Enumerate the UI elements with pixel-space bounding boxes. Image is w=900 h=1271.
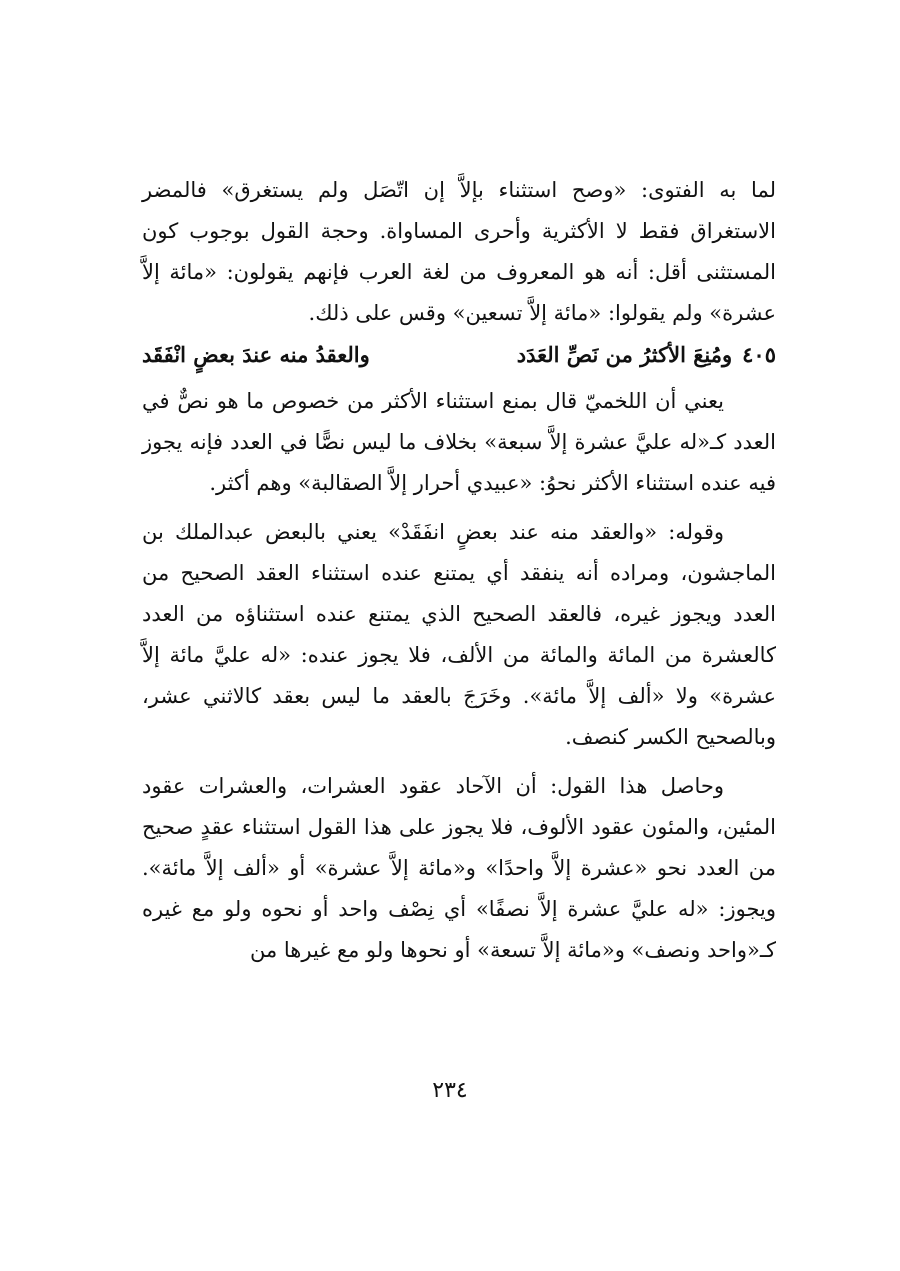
verse-hemistich-1 xyxy=(517,334,776,375)
paragraph-2: يعني أن اللخميّ قال بمنع استثناء الأكثر من خصوص ما هو نصٌّ في العدد كـ«له عليَّ عشرة إلاَّ سبعة» بخلاف ما ليس نصًّا في العدد فإنه يجوز فيه عنده استثناء الأكثر نحوُ: «عبيدي أحرار إلاَّ الصقالبة» وهم أكثر. xyxy=(142,389,776,495)
paragraph-1: لما به الفتوى: «وصح استثناء بإلاَّ إن اتّصَل ولم يستغرق» فالمضر الاستغراق فقط لا الأكثرية وأحرى المساواة. وحجة القول بوجوب كون المستثنى أقل: أنه هو المعروف من لغة العرب فإنهم يقولون: «مائة إلاَّ عشرة» ولم يقولوا: «مائة إلاَّ تسعين» وقس على ذلك. xyxy=(142,178,776,325)
verse-hemistich-2: والعقدُ منه عندَ بعضٍ انْفَقَد xyxy=(142,342,370,367)
paragraph-3: وقوله: «والعقد منه عند بعضٍ انفَقَدْ» يعني بالبعض عبدالملك بن الماجشون، ومراده أنه ينفقد أي يمتنع عنده استثناء العقد الصحيح من العدد ويجوز غيره، فالعقد الصحيح الذي يمتنع عنده استثناؤه من العدد كالعشرة من المائة والمائة من الألف، فلا يجوز عنده: «له عليَّ مائة إلاَّ عشرة» ولا «ألف إلاَّ مائة». وخَرَجَ بالعقد ما ليس بعقد كالاثني عشر، وبالصحيح الكسر كنصف. xyxy=(142,520,776,749)
page-number: ٢٣٤ xyxy=(432,1078,468,1103)
verse-number: ٤٠٥ xyxy=(742,342,776,367)
verse-hemistich-1-text: ومُنِعَ الأكثرُ من نَصِّ العَدَد xyxy=(516,342,733,367)
page-body xyxy=(142,170,776,971)
paragraph-4: وحاصل هذا القول: أن الآحاد عقود العشرات، والعشرات عقود المئين، والمئون عقود الألوف، فلا يجوز على هذا القول استثناء عقدٍ صحيح من العدد نحو «عشرة إلاَّ واحدًا» و«مائة إلاَّ عشرة» أو «ألف إلاَّ مائة». ويجوز: «له عليَّ عشرة إلاَّ نصفًا» أي نِصْف واحد أو نحوه ولو مع غيره كـ«واحد ونصف» و«مائة إلاَّ تسعة» أو نحوها ولو مع غيرها من xyxy=(142,774,776,962)
verse-line xyxy=(142,334,776,375)
